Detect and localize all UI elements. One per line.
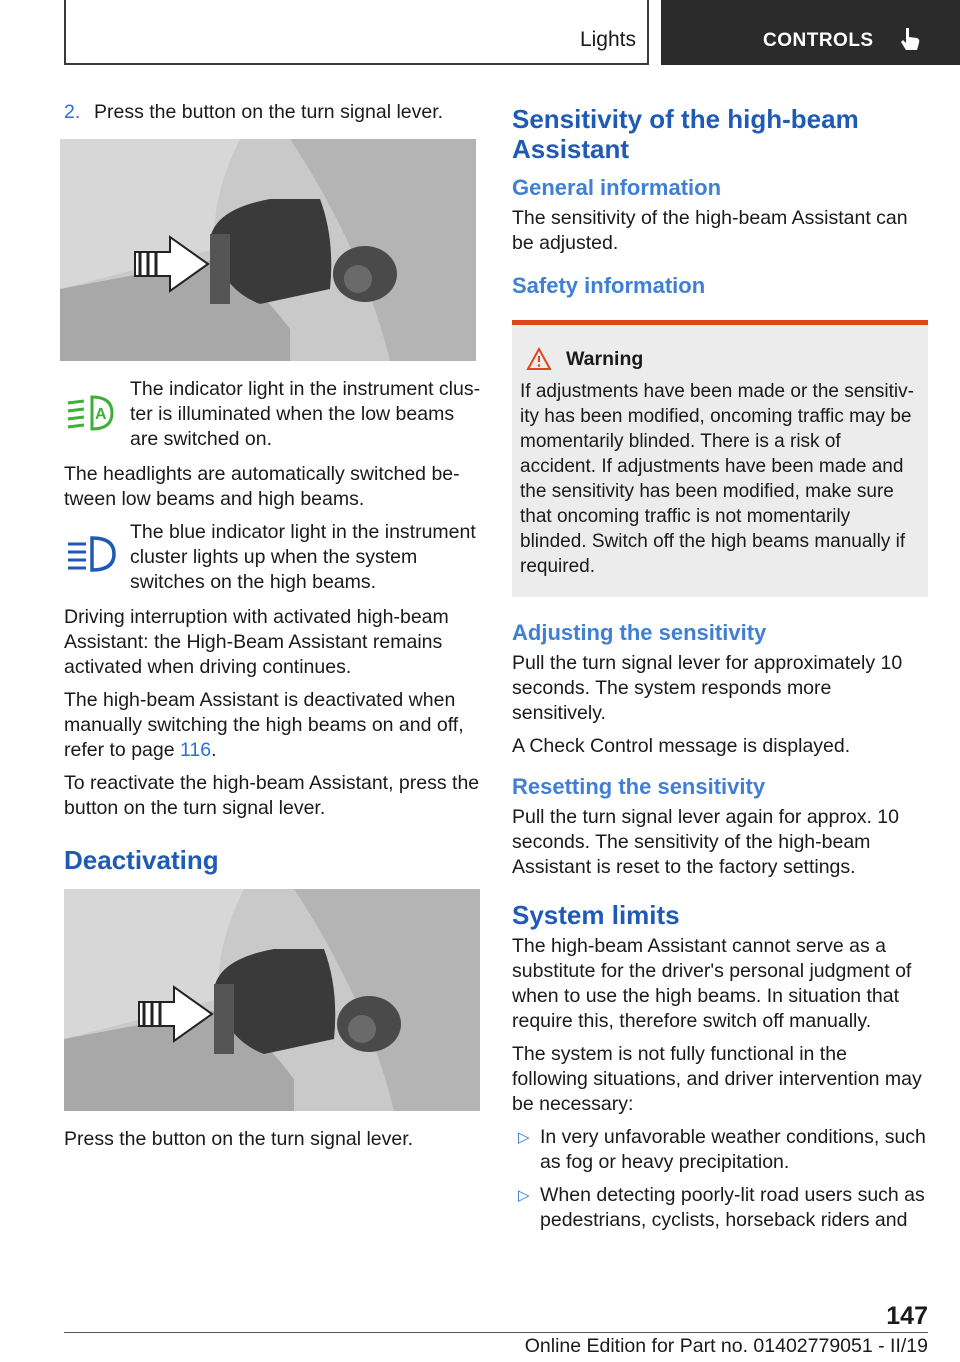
high-beam-indicator-text: The blue indicator light in the instrument cluster lights up when the system switches on the high beams. bbox=[130, 521, 476, 593]
warning-header bbox=[520, 347, 920, 371]
system-limits-text-2: The system is not fully functional in the following situations, and driver intervention may be necessary: bbox=[512, 1043, 922, 1115]
system-limits-heading: System limits bbox=[512, 900, 680, 930]
list-item bbox=[512, 1183, 928, 1233]
safety-information-heading: Safety information bbox=[512, 273, 706, 298]
low-beam-assistant-icon bbox=[64, 377, 130, 437]
turn-signal-lever-photo-2 bbox=[64, 889, 480, 1111]
low-beam-indicator-text: The indicator light in the instrument cluster is illuminated when the low beams are switched on. bbox=[130, 378, 481, 450]
deactivating-heading: Deactivating bbox=[64, 845, 219, 875]
step-text: Press the button on the turn signal lever. bbox=[94, 101, 444, 123]
system-limits-text-1: The high-beam Assistant cannot serve as a substitute for the driver's personal judgment of when to use the high beams. In situation that require this, therefore switch off manually. bbox=[512, 935, 912, 1032]
deactivation-text: The high-beam Assistant is deactivated when manually switching the high beams on and off, refer to page bbox=[64, 689, 464, 761]
warning-box bbox=[512, 320, 928, 597]
footer-rule bbox=[64, 1332, 928, 1333]
page-number: 147 bbox=[886, 1302, 928, 1330]
bullet-text: When detecting poorly-lit road users such as pedestrians, cyclists, horseback riders and bbox=[540, 1184, 925, 1231]
warning-triangle-icon bbox=[526, 347, 552, 371]
page-116-link[interactable]: 116 bbox=[180, 739, 212, 761]
sensitivity-heading: Sensitivity of the high-beam Assistant bbox=[512, 104, 859, 164]
deactivation-period: . bbox=[211, 739, 217, 761]
general-information-heading: General information bbox=[512, 175, 722, 200]
turn-signal-lever-photo bbox=[60, 139, 476, 361]
deactivating-paragraph: Press the button on the turn signal lever. bbox=[64, 1128, 414, 1150]
resetting-heading: Resetting the sensitivity bbox=[512, 774, 766, 799]
step-2 bbox=[64, 100, 482, 125]
bullet-text: In very unfavorable weather conditions, such as fog or heavy precipitation. bbox=[540, 1126, 926, 1173]
header-bottom-rule bbox=[64, 63, 649, 65]
lever-illustration bbox=[60, 139, 476, 361]
general-information-text: The sensitivity of the high-beam Assistant can be adjusted. bbox=[512, 207, 908, 254]
warning-text: If adjustments have been made or the sensitivity has been modified, oncoming traffic may be momentarily blinded. There is a risk of accident. If adjustments have been made and the sensitivity has been modified, make sure that oncoming traffic is not momentarily blinded. Switch off the high beams manually if required. bbox=[520, 381, 914, 577]
adjusting-text: Pull the turn signal lever for approximately 10 seconds. The system responds more sensitively. bbox=[512, 652, 903, 724]
high-beam-indicator-row bbox=[64, 520, 482, 595]
edition-label: Online Edition for Part no. 01402779051 - II/19 bbox=[524, 1335, 928, 1357]
check-control-text: A Check Control message is displayed. bbox=[512, 735, 851, 757]
header-right-rule bbox=[647, 0, 649, 64]
driving-interruption-paragraph: Driving interruption with activated high-beam Assistant: the High-Beam Assistant remains activated when driving continues. bbox=[64, 606, 449, 678]
low-beam-indicator-row bbox=[64, 377, 482, 452]
header-left-rule bbox=[64, 0, 66, 64]
resetting-text: Pull the turn signal lever again for approx. 10 seconds. The sensitivity of the high-beam Assistant is reset to the factory settings. bbox=[512, 806, 899, 878]
adjusting-heading: Adjusting the sensitivity bbox=[512, 620, 767, 645]
warning-title: Warning bbox=[566, 347, 644, 370]
deactivation-paragraph bbox=[64, 688, 482, 763]
headlights-paragraph: The headlights are automatically switched between low beams and high beams. bbox=[64, 463, 460, 510]
step-number: 2. bbox=[64, 101, 81, 123]
svg-text:A: A bbox=[95, 406, 107, 423]
lever-illustration-2 bbox=[64, 889, 480, 1111]
pointing-hand-icon bbox=[897, 26, 923, 52]
left-column bbox=[64, 100, 482, 1160]
section-title: Lights bbox=[579, 28, 636, 51]
bullet-triangle-icon: ▷ bbox=[518, 1129, 530, 1146]
high-beam-icon bbox=[64, 520, 130, 580]
bullet-triangle-icon: ▷ bbox=[518, 1187, 530, 1204]
chapter-tab-label: CONTROLS bbox=[763, 30, 874, 51]
right-column bbox=[512, 100, 928, 1241]
list-item bbox=[512, 1125, 928, 1175]
chapter-tab bbox=[661, 0, 960, 65]
reactivate-paragraph: To reactivate the high-beam Assistant, press the button on the turn signal lever. bbox=[64, 772, 480, 819]
